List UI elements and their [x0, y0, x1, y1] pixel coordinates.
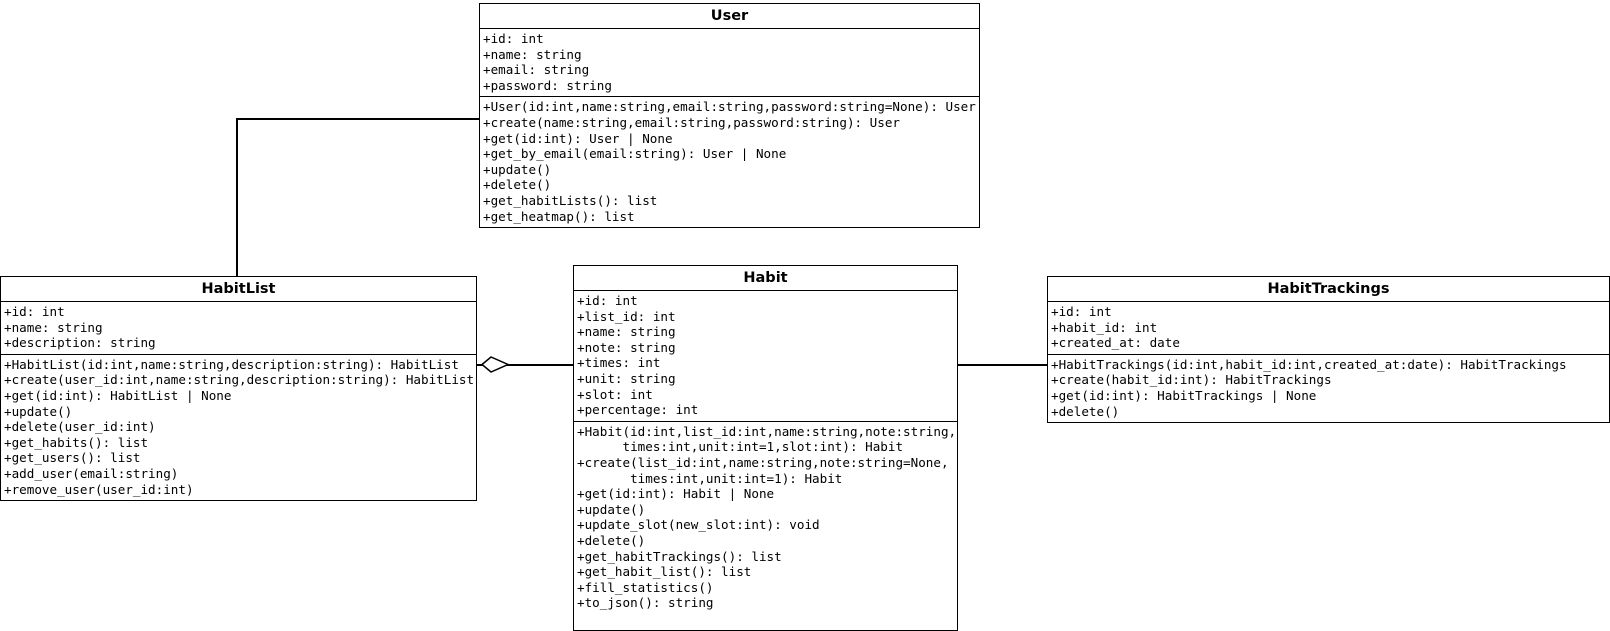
attribute: +name: string	[483, 46, 582, 62]
class-title-habitlist: HabitList	[1, 277, 476, 302]
class-methods-habittrackings	[1048, 355, 1609, 422]
attribute: +note: string	[577, 339, 676, 355]
method: times:int,unit:int=1): Habit	[577, 470, 843, 486]
class-attributes-habitlist	[1, 302, 476, 355]
method: +remove_user(user_id:int)	[4, 481, 194, 497]
attribute: +description: string	[4, 335, 156, 351]
method: +get_by_email(email:string): User | None	[483, 146, 787, 162]
method: +get_habits(): list	[4, 434, 149, 450]
method: +get(id:int): User | None	[483, 130, 673, 146]
class-attributes-habittrackings	[1048, 302, 1609, 355]
attribute: +unit: string	[577, 370, 676, 386]
method: +HabitList(id:int,name:string,description:string): HabitList	[4, 356, 459, 372]
method: +create(user_id:int,name:string,description:string): HabitList	[4, 372, 475, 388]
connector-user-habitlist-horizontal	[236, 118, 484, 120]
class-attributes-user	[480, 29, 979, 97]
method: +fill_statistics()	[577, 579, 714, 595]
attribute: +created_at: date	[1051, 335, 1180, 351]
method: +get(id:int): HabitTrackings | None	[1051, 387, 1317, 403]
method: +delete()	[483, 177, 552, 193]
method: +delete()	[1051, 403, 1120, 419]
class-box-habitlist[interactable]	[0, 276, 477, 501]
method: +update()	[4, 403, 73, 419]
attribute: +percentage: int	[577, 402, 699, 418]
method: +delete()	[577, 532, 646, 548]
method: +get(id:int): Habit | None	[577, 486, 775, 502]
attribute: +slot: int	[577, 386, 653, 402]
method: +create(list_id:int,name:string,note:string=None,	[577, 454, 949, 470]
class-title-habittrackings: HabitTrackings	[1048, 277, 1609, 302]
method: +Habit(id:int,list_id:int,name:string,note:string,	[577, 423, 957, 439]
class-box-habittrackings[interactable]	[1047, 276, 1610, 423]
method: +add_user(email:string)	[4, 465, 179, 481]
attribute: +email: string	[483, 62, 590, 78]
method: times:int,unit:int=1,slot:int): Habit	[577, 439, 904, 455]
class-box-habit[interactable]	[573, 265, 958, 631]
method: +get_habitLists(): list	[483, 192, 658, 208]
connector-user-habitlist-vertical	[236, 118, 238, 276]
connector-habit-habittrackings	[958, 364, 1048, 366]
attribute: +habit_id: int	[1051, 319, 1158, 335]
class-box-user[interactable]	[479, 3, 980, 228]
method: +get_users(): list	[4, 450, 141, 466]
attribute: +times: int	[577, 355, 661, 371]
attribute: +id: int	[1051, 304, 1112, 319]
attribute: +password: string	[483, 77, 612, 93]
method: +create(habit_id:int): HabitTrackings	[1051, 372, 1332, 388]
aggregation-diamond-icon	[481, 355, 511, 374]
method: +get_heatmap(): list	[483, 208, 635, 224]
method: +update()	[577, 501, 646, 517]
method: +update_slot(new_slot:int): void	[577, 517, 820, 533]
attribute: +name: string	[4, 319, 103, 335]
class-methods-habitlist	[1, 355, 476, 500]
attribute: +id: int	[577, 293, 638, 308]
attribute: +list_id: int	[577, 308, 676, 324]
attribute: +id: int	[483, 31, 544, 46]
class-attributes-habit	[574, 291, 957, 422]
method: +get_habitTrackings(): list	[577, 548, 782, 564]
attribute: +name: string	[577, 324, 676, 340]
method: +HabitTrackings(id:int,habit_id:int,created_at:date): HabitTrackings	[1051, 356, 1567, 372]
method: +get(id:int): HabitList | None	[4, 387, 232, 403]
method: +to_json(): string	[577, 595, 714, 611]
method: +User(id:int,name:string,email:string,password:string=None): User	[483, 99, 976, 115]
class-methods-habit	[574, 422, 957, 614]
attribute: +id: int	[4, 304, 65, 319]
class-title-habit: Habit	[574, 266, 957, 291]
class-title-user: User	[480, 4, 979, 29]
method: +delete(user_id:int)	[4, 419, 156, 435]
method: +update()	[483, 161, 552, 177]
method: +get_habit_list(): list	[577, 564, 752, 580]
method: +create(name:string,email:string,password:string): User	[483, 114, 901, 130]
class-methods-user	[480, 97, 979, 227]
